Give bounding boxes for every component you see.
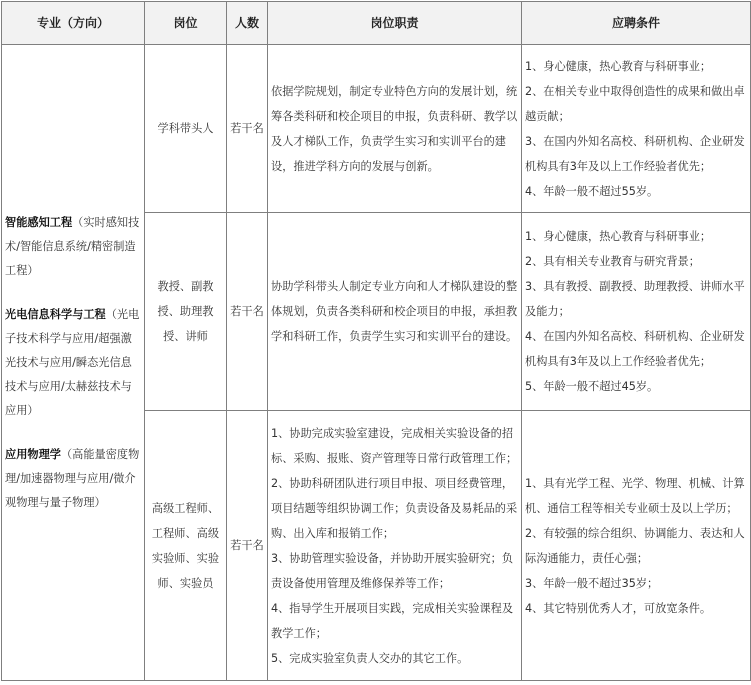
major-detail: （光电子技术科学与应用/超强激光技术与应用/瞬态光信息技术与应用/太赫兹技术与应用） bbox=[5, 307, 140, 417]
major-detail: （高能量密度物理/加速器物理与应用/微介观物理与量子物理） bbox=[5, 447, 140, 509]
requirement-item: 1、身心健康，热心教育与科研事业； bbox=[525, 230, 712, 243]
duties-cell bbox=[268, 411, 522, 681]
count-cell: 若干名 bbox=[227, 411, 268, 681]
requirement-item: 4、其它特别优秀人才，可放宽条件。 bbox=[525, 601, 712, 615]
requirement-item: 1、身心健康，热心教育与科研事业； bbox=[525, 59, 712, 73]
header-row bbox=[2, 2, 751, 45]
requirement-item: 4、在国内外知名高校、科研机构、企业研发机构具有3年及以上工作经验者优先； bbox=[525, 330, 745, 368]
header-position: 岗位 bbox=[145, 2, 227, 45]
position-cell: 高级工程师、工程师、高级实验师、实验师、实验员 bbox=[145, 411, 227, 681]
major-cell bbox=[2, 45, 145, 681]
header-requirements: 应聘条件 bbox=[522, 2, 751, 45]
count-cell: 若干名 bbox=[227, 213, 268, 411]
major-entry bbox=[5, 303, 141, 423]
requirement-item: 3、具有教授、副教授、助理教授、讲师水平及能力； bbox=[525, 280, 745, 318]
requirement-item: 3、年龄一般不超过35岁； bbox=[525, 576, 659, 590]
major-entry bbox=[5, 443, 141, 515]
major-name: 智能感知工程 bbox=[5, 215, 73, 229]
requirements-cell bbox=[522, 213, 751, 411]
header-duties: 岗位职责 bbox=[268, 2, 522, 45]
position-cell: 教授、副教授、助理教授、讲师 bbox=[145, 213, 227, 411]
duties-cell: 协助学科带头人制定专业方向和人才梯队建设的整体规划，负责各类科研和校企项目的申报，承担教学和科研工作，负责学生实习和实训平台的建设。 bbox=[268, 213, 522, 411]
requirement-item: 3、在国内外知名高校、科研机构、企业研发机构具有3年及以上工作经验者优先； bbox=[525, 134, 745, 173]
major-detail: （实时感知技术/智能信息系统/精密制造工程） bbox=[5, 215, 140, 277]
requirement-item: 5、年龄一般不超过45岁。 bbox=[525, 380, 659, 393]
header-count: 人数 bbox=[227, 2, 268, 45]
requirement-item: 2、具有相关专业教育与研究背景； bbox=[525, 255, 700, 268]
count-cell: 若干名 bbox=[227, 45, 268, 213]
duties-cell: 依据学院规划，制定专业特色方向的发展计划，统筹各类科研和校企项目的申报，负责科研、教学以及人才梯队工作，负责学生实习和实训平台的建设，推进学科方向的发展与创新。 bbox=[268, 45, 522, 213]
major-name: 光电信息科学与工程 bbox=[5, 307, 106, 321]
header-major: 专业（方向） bbox=[2, 2, 145, 45]
position-cell: 学科带头人 bbox=[145, 45, 227, 213]
requirements-cell bbox=[522, 45, 751, 213]
duty-item: 5、完成实验室负责人交办的其它工作。 bbox=[271, 651, 469, 665]
duty-item: 3、协助管理实验设备，并协助开展实验研究；负责设备使用管理及维修保养等工作； bbox=[271, 551, 514, 590]
duty-item: 4、指导学生开展项目实践，完成相关实验课程及教学工作； bbox=[271, 601, 514, 640]
duty-item: 2、协助科研团队进行项目申报、项目经费管理，项目结题等组织协调工作；负责设备及易耗品的采购、出入库和报销工作； bbox=[271, 476, 518, 540]
duty-item: 1、协助完成实验室建设，完成相关实验设备的招标、采购、报账、资产管理等日常行政管理工作； bbox=[271, 426, 518, 465]
requirements-cell bbox=[522, 411, 751, 681]
requirement-item: 1、具有光学工程、光学、物理、机械、计算机、通信工程等相关专业硕士及以上学历； bbox=[525, 476, 745, 515]
recruitment-table bbox=[1, 1, 751, 681]
major-name: 应用物理学 bbox=[5, 447, 61, 461]
major-entry bbox=[5, 211, 141, 283]
requirement-item: 2、有较强的综合组织、协调能力、表达和人际沟通能力，责任心强； bbox=[525, 526, 745, 565]
requirement-item: 2、在相关专业中取得创造性的成果和做出卓越贡献； bbox=[525, 84, 745, 123]
requirement-item: 4、年龄一般不超过55岁。 bbox=[525, 184, 659, 198]
table-row bbox=[2, 45, 751, 213]
